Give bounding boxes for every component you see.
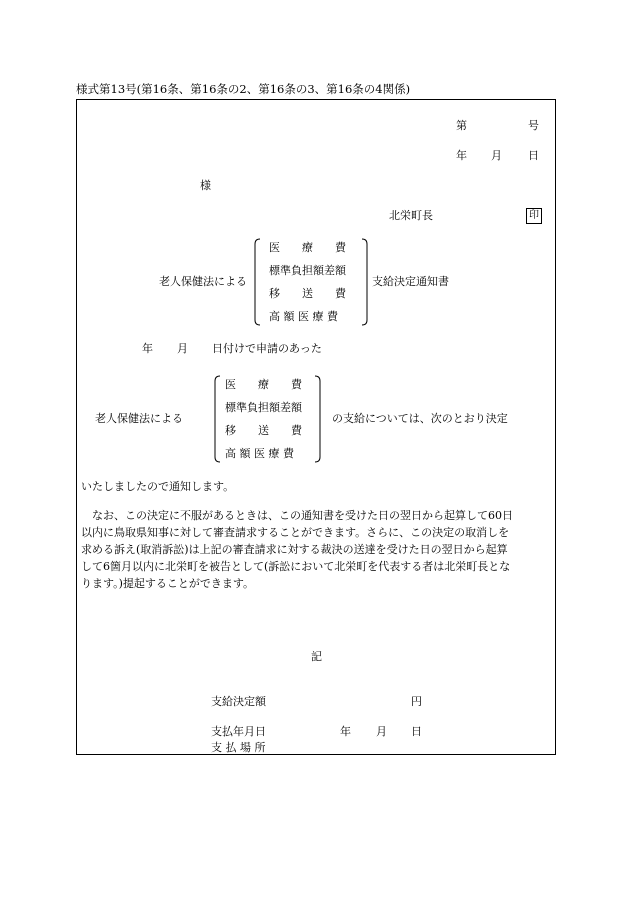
- application-text: 日付けで申請のあった: [212, 342, 322, 355]
- title-item-transfer: 移 送 費: [269, 287, 346, 300]
- doc-number-go: 号: [528, 119, 539, 132]
- title-item-standard-burden: 標準負担額差額: [269, 264, 346, 277]
- application-month: 月: [177, 342, 188, 355]
- decision-item-medical: 医 療 費: [225, 378, 302, 391]
- title-item-high-cost: 高 額 医 療 費: [269, 310, 338, 323]
- seal-mark: 印: [526, 208, 542, 224]
- decision-item-standard-burden: 標準負担額差額: [225, 401, 302, 414]
- title-prefix: 老人保健法による: [159, 275, 247, 288]
- decision-item-transfer: 移 送 費: [225, 424, 302, 437]
- title-item-medical: 医 療 費: [269, 241, 346, 254]
- title-brace-group: [253, 238, 369, 326]
- application-year: 年: [142, 342, 153, 355]
- issuer-name: 北栄町長: [389, 209, 433, 222]
- title-left-bracket: [253, 238, 261, 326]
- form-header: 様式第13号(第16条、第16条の2、第16条の3、第16条の4関係): [76, 82, 411, 96]
- decision-right-bracket: [314, 375, 322, 463]
- appeal-line-2: 以内に鳥取県知事に対して審査請求することができます。さらに、この決定の取消しを: [81, 526, 510, 539]
- decision-brace-group: [213, 375, 323, 463]
- date-year: 年: [456, 149, 467, 162]
- notice-line: いたしましたので通知します。: [81, 480, 235, 493]
- title-suffix: 支給決定通知書: [372, 275, 449, 288]
- addressee-suffix: 様: [200, 179, 211, 192]
- title-right-bracket: [361, 238, 369, 326]
- payment-place-label: 支 払 場 所: [211, 741, 266, 754]
- decision-prefix: 老人保健法による: [95, 412, 183, 425]
- date-day: 日: [528, 149, 539, 162]
- appeal-line-5: ります。)提起することができます。: [81, 577, 255, 590]
- payment-date-month: 月: [376, 725, 387, 738]
- decision-suffix: の支給については、次のとおり決定: [332, 412, 508, 425]
- payment-date-label: 支払年月日: [211, 725, 266, 738]
- date-month: 月: [491, 149, 502, 162]
- appeal-line-3: 求める訴え(取消訴訟)は上記の審査請求に対する裁決の送達を受けた日の翌日から起算: [81, 543, 508, 556]
- payment-date-year: 年: [340, 725, 351, 738]
- ki-heading: 記: [311, 650, 322, 663]
- doc-number-dai: 第: [456, 119, 467, 132]
- decision-left-bracket: [213, 375, 221, 463]
- appeal-line-1: なお、この決定に不服があるときは、この通知書を受けた日の翌日から起算して60日: [81, 509, 513, 522]
- decision-item-high-cost: 高 額 医 療 費: [225, 447, 294, 460]
- appeal-line-4: して6箇月以内に北栄町を被告として(訴訟において北栄町を代表する者は北栄町長とな: [81, 560, 511, 573]
- payment-date-day: 日: [411, 725, 422, 738]
- payment-amount-label: 支給決定額: [211, 695, 266, 708]
- payment-amount-unit: 円: [411, 695, 422, 708]
